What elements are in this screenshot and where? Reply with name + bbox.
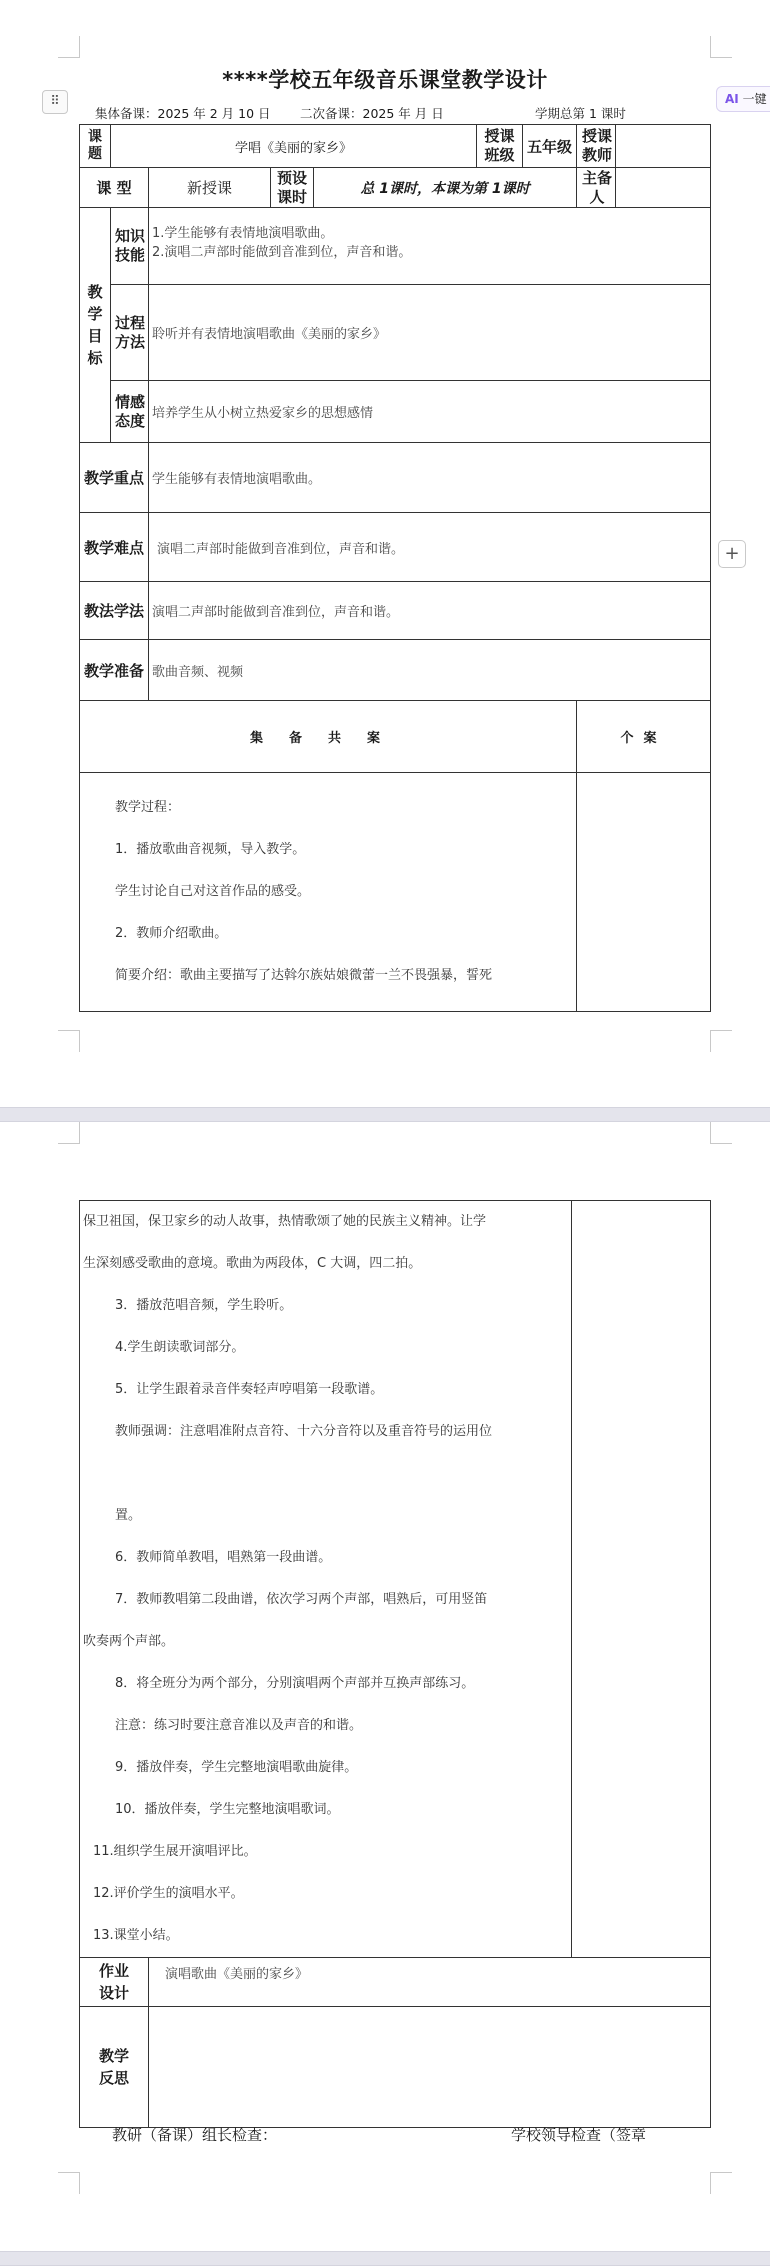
process-line: 生深刻感受歌曲的意境。歌曲为两段体，C 大调，四二拍。 (83, 1256, 422, 1271)
process-line: 11.组织学生展开演唱评比。 (93, 1844, 257, 1859)
process-line: 教师强调：注意唱准附点音符、十六分音符以及重音符号的运用位 (115, 1424, 493, 1439)
prep-label: 教学准备 (80, 640, 149, 701)
group-leader-check: 教研（备课）组长检查： (112, 2126, 278, 2144)
class-cell[interactable]: 五年级 (523, 125, 577, 168)
process-line: 8．将全班分为两个部分，分别演唱两个声部并互换声部练习。 (115, 1676, 475, 1691)
preparer-label: 主备人 (577, 168, 616, 208)
block-drag-handle-icon[interactable]: ⠿ (42, 90, 68, 114)
add-block-plus-icon[interactable]: + (718, 540, 746, 568)
document-page-2 (0, 1122, 770, 2256)
method-cell[interactable]: 演唱二声部时能做到音准到位，声音和谐。 (149, 582, 711, 640)
margin-corner-mark (710, 1030, 732, 1052)
margin-corner-mark (58, 1030, 80, 1052)
lesson-plan-table (79, 124, 711, 1012)
individual-plan-cell-p2[interactable] (572, 1201, 711, 1958)
ai-assistant-label: 一键 (742, 92, 767, 106)
margin-corner-mark (58, 2172, 80, 2194)
ai-icon: AI (725, 92, 739, 106)
document-page-1 (0, 0, 770, 1107)
difficulty-cell[interactable]: 演唱二声部时能做到音准到位，声音和谐。 (149, 513, 711, 582)
teaching-process-cell-p1[interactable] (80, 773, 577, 1012)
lesson-plan-table-continued (79, 1200, 711, 2128)
process-line: 10．播放伴奏，学生完整地演唱歌词。 (115, 1802, 340, 1817)
page-separator (0, 1107, 770, 1122)
process-line: 注意：练习时要注意音准以及声音的和谐。 (115, 1718, 363, 1733)
type-cell[interactable]: 新授课 (149, 168, 271, 208)
document-title: ****学校五年级音乐课堂教学设计 (222, 68, 548, 92)
margin-corner-mark (710, 1122, 732, 1144)
process-line: 6．教师简单教唱，唱熟第一段曲谱。 (115, 1550, 332, 1565)
method-label: 教法学法 (80, 582, 149, 640)
margin-corner-mark (58, 1122, 80, 1144)
process-line: 简要介绍：歌曲主要描写了达斡尔族姑娘微蕾一兰不畏强暴，誓死 (115, 968, 493, 983)
knowledge-item-2: 2.演唱二声部时能做到音准到位，声音和谐。 (152, 245, 412, 260)
homework-label: 作业设计 (80, 1958, 149, 2007)
process-line: 5．让学生跟着录音伴奏轻声哼唱第一段歌谱。 (115, 1382, 384, 1397)
page-separator (0, 2251, 770, 2266)
process-line: 3．播放范唱音频，学生聆听。 (115, 1298, 293, 1313)
process-line: 9．播放伴奏，学生完整地演唱歌曲旋律。 (115, 1760, 358, 1775)
preparer-cell[interactable] (616, 168, 711, 208)
class-label: 授课班级 (477, 125, 523, 168)
difficulty-label: 教学难点 (80, 513, 149, 582)
individual-plan-header: 个案 (577, 701, 711, 773)
knowledge-cell[interactable] (149, 208, 711, 285)
process-line: 12.评价学生的演唱水平。 (93, 1886, 244, 1901)
signature-footer (112, 2124, 710, 2144)
process-line: 2．教师介绍歌曲。 (115, 926, 228, 941)
process-line: 置。 (115, 1508, 142, 1523)
knowledge-label: 知识技能 (111, 208, 149, 285)
prep-cell[interactable]: 歌曲音频、视频 (149, 640, 711, 701)
process-line: 13.课堂小结。 (93, 1928, 179, 1943)
process-line: 7．教师教唱第二段曲谱，依次学习两个声部，唱熟后，可用竖笛 (115, 1592, 488, 1607)
margin-corner-mark (710, 2172, 732, 2194)
process-line: 4.学生朗读歌词部分。 (115, 1340, 245, 1355)
shared-plan-header: 集备共案 (80, 701, 577, 773)
process-cell[interactable]: 聆听并有表情地演唱歌曲《美丽的家乡》 (149, 285, 711, 381)
process-line: 教学过程： (115, 800, 181, 815)
process-line: 吹奏两个声部。 (83, 1634, 175, 1649)
individual-plan-cell-p1[interactable] (577, 773, 711, 1012)
key-label: 教学重点 (80, 443, 149, 513)
key-cell[interactable]: 学生能够有表情地演唱歌曲。 (149, 443, 711, 513)
process-line: 保卫祖国，保卫家乡的动人故事，热情歌颂了她的民族主义精神。让学 (83, 1214, 487, 1229)
margin-corner-mark (58, 36, 80, 58)
planned-cell[interactable]: 总 1课时，本课为第 1课时 (314, 168, 577, 208)
knowledge-item-1: 1.学生能够有表情地演唱歌曲。 (152, 226, 334, 241)
school-leader-check: 学校领导检查（签章 (511, 2126, 647, 2144)
process-line: 学生讨论自己对这首作品的感受。 (115, 884, 311, 899)
teaching-process-cell-p2[interactable] (80, 1201, 572, 1958)
process-label: 过程方法 (111, 285, 149, 381)
planned-label: 预设课时 (271, 168, 314, 208)
topic-cell[interactable]: 学唱《美丽的家乡》 (111, 125, 477, 168)
teacher-cell[interactable] (616, 125, 711, 168)
second-prep-date: 二次备课：2025 年 月 日 (300, 106, 444, 121)
homework-cell[interactable]: 演唱歌曲《美丽的家乡》 (149, 1958, 711, 2007)
goals-label: 教学目标 (80, 208, 111, 443)
margin-corner-mark (710, 36, 732, 58)
process-line: 1．播放歌曲音视频，导入教学。 (115, 842, 306, 857)
teacher-label: 授课教师 (577, 125, 616, 168)
reflection-label: 教学反思 (80, 2007, 149, 2128)
topic-label: 课题 (80, 125, 111, 168)
term-total-lessons: 学期总第 1 课时 (535, 106, 626, 121)
prep-meta-row (95, 104, 675, 122)
type-label: 课 型 (80, 168, 149, 208)
process-line (83, 1453, 568, 1495)
reflection-cell[interactable] (149, 2007, 711, 2128)
emotion-cell[interactable]: 培养学生从小树立热爱家乡的思想感情 (149, 381, 711, 443)
group-prep-date: 集体备课：2025 年 2 月 10 日 (95, 106, 271, 121)
emotion-label: 情感态度 (111, 381, 149, 443)
